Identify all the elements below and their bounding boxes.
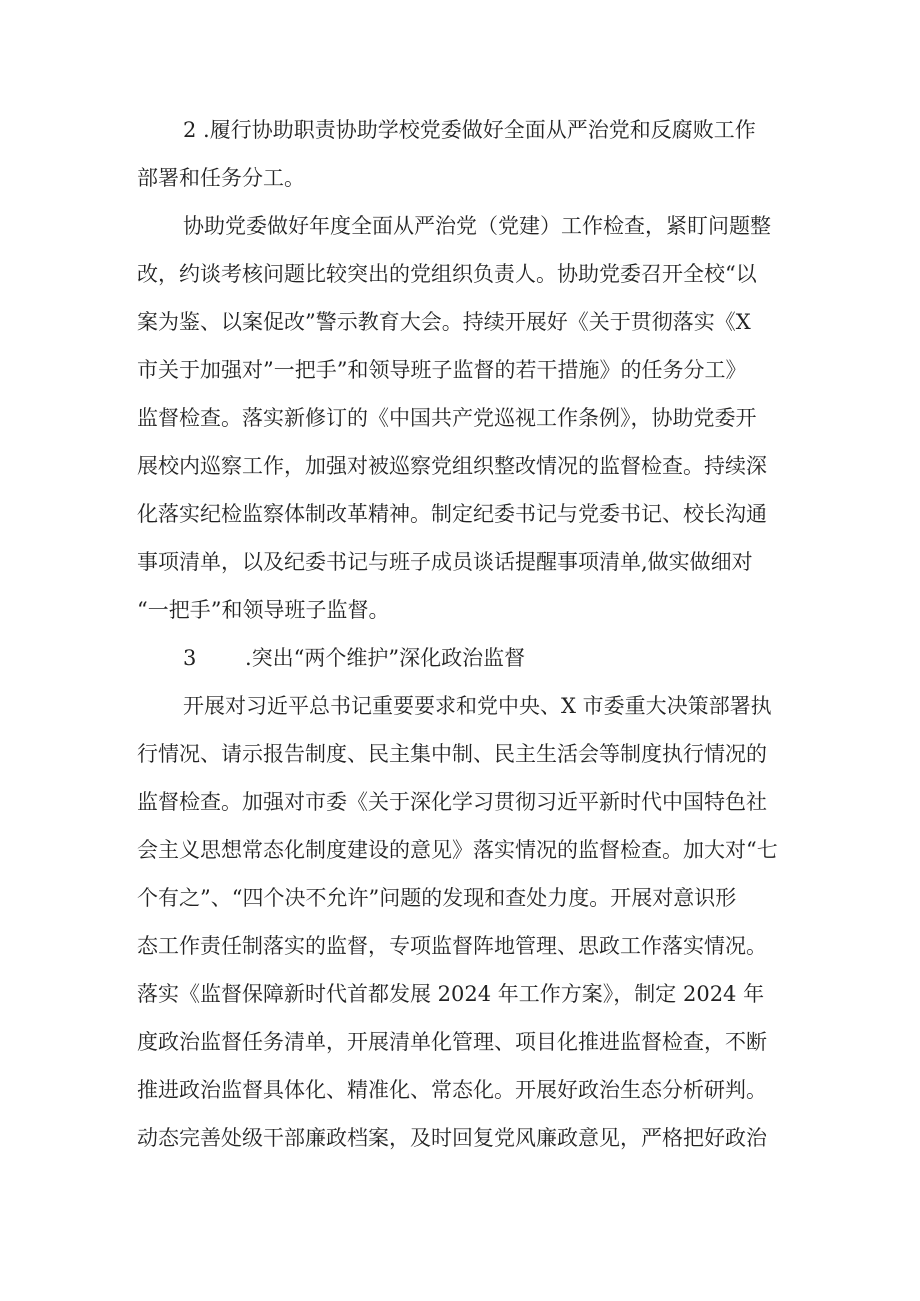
- section3-body-line-2: 行情况、请示报告制度、民主集中制、民主生活会等制度执行情况的: [137, 742, 767, 766]
- section3-body-line-8: 度政治监督任务清单，开展清单化管理、项目化推进监督检查，不断: [137, 1030, 767, 1054]
- section3-body-line-10: 动态完善处级干部廉政档案，及时回复党风廉政意见，严格把好政治: [137, 1126, 767, 1150]
- section2-body-line-6: 展校内巡察工作，加强对被巡察党组织整改情况的监督检查。持续深: [137, 454, 767, 478]
- section2-body-line-7: 化落实纪检监察体制改革精神。制定纪委书记与党委书记、校长沟通: [137, 502, 767, 526]
- section2-body-line-1: 协助党委做好年度全面从严治党（党建）工作检查，紧盯问题整: [183, 214, 771, 238]
- section3-body-line-6: 态工作责任制落实的监督，专项监督阵地管理、思政工作落实情况。: [137, 934, 767, 958]
- section3-body-line-9: 推进政治监督具体化、精准化、常态化。开展好政治生态分析研判。: [137, 1078, 767, 1102]
- section3-heading: [183, 634, 797, 682]
- section3-body-line-1: 开展对习近平总书记重要要求和党中央、X 市委重大决策部署执: [183, 694, 772, 718]
- section2-body-line-5: 监督检查。落实新修订的《中国共产党巡视工作条例》，协助党委开: [137, 406, 757, 430]
- section2-heading-line-2: 部署和任务分工。: [137, 166, 305, 190]
- section2-body-line-8: 事项清单，以及纪委书记与班子成员谈话提醒事项清单,做实做细对: [137, 550, 753, 574]
- section2-body-line-3: 案为鉴、以案促改”警示教育大会。持续开展好《关于贯彻落实《X: [137, 310, 751, 334]
- section3-body-line-5: 个有之”、“四个决不允许”问题的发现和查处力度。开展对意识形: [137, 886, 737, 910]
- section2-body-line-2: 改，约谈考核问题比较突出的党组织负责人。协助党委召开全校“以: [137, 262, 757, 286]
- section2-body-line-4: 市关于加强对”一把手”和领导班子监督的若干措施》的任务分工》: [137, 358, 747, 382]
- section2-body-line-9: “一把手”和领导班子监督。: [137, 598, 390, 622]
- section3-number: 3: [183, 646, 197, 670]
- section3-body-line-4: 会主义思想常态化制度建设的意见》落实情况的监督检查。加大对“七: [137, 838, 778, 862]
- section3-body-line-3: 监督检查。加强对市委《关于深化学习贯彻习近平新时代中国特色社: [137, 790, 767, 814]
- section2-heading-line-1: 2 .履行协助职责协助学校党委做好全面从严治党和反腐败工作: [183, 118, 756, 142]
- section3-body-line-7: 落实《监督保障新时代首都发展 2024 年工作方案》，制定 2024 年: [137, 982, 765, 1006]
- section3-title: .突出“两个维护”深化政治监督: [245, 646, 526, 670]
